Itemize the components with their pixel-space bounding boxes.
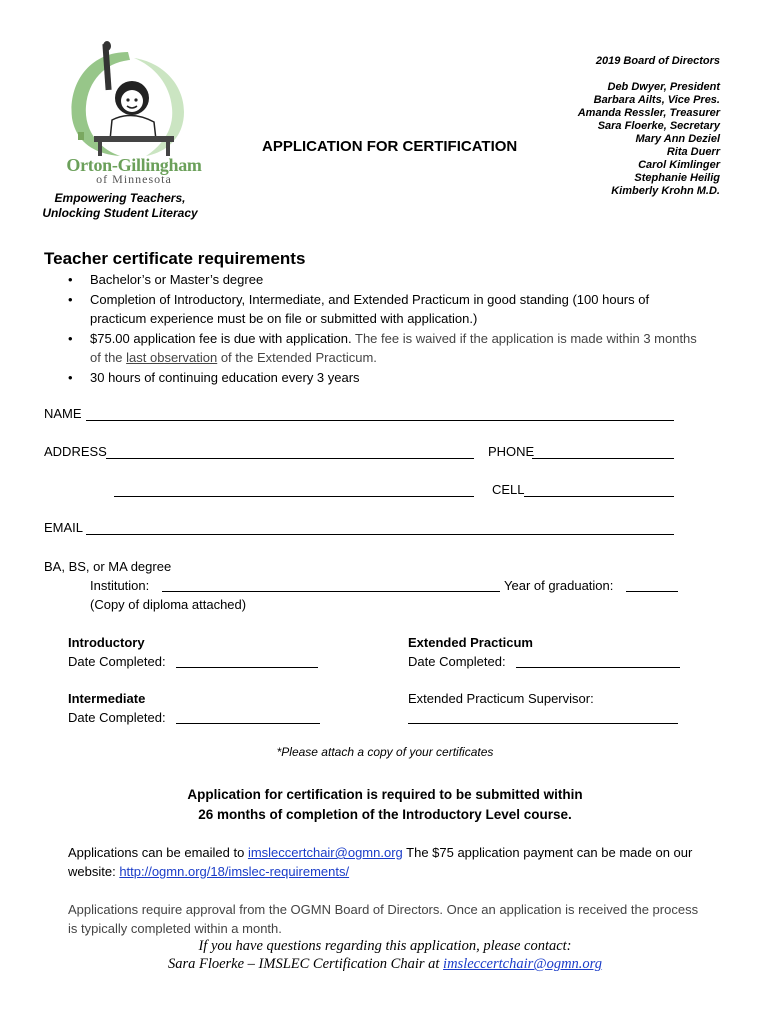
attach-note: *Please attach a copy of your certificates	[276, 745, 494, 759]
org-subtitle: of Minnesota	[96, 172, 172, 186]
board-member: Amanda Ressler, Treasurer	[577, 107, 720, 119]
board-member: Kimberly Krohn M.D.	[611, 185, 720, 197]
phone-field[interactable]	[532, 458, 674, 459]
phone-label: PHONE	[488, 444, 535, 459]
extended-label: Extended Practicum	[408, 635, 533, 650]
requirements-list	[68, 270, 708, 387]
intermediate-label: Intermediate	[68, 691, 146, 706]
extended-date-label: Date Completed:	[408, 654, 506, 669]
deadline-line-2: 26 months of completion of the Introductory Level course.	[198, 807, 572, 822]
requirement-item: • Bachelor’s or Master’s degree	[68, 270, 708, 290]
contact-block	[0, 937, 770, 973]
contact-line-2: Sara Floerke – IMSLEC Certification Chair at imsleccertchair@ogmn.org	[167, 956, 603, 972]
email-link[interactable]: imsleccertchair@ogmn.org	[247, 845, 403, 860]
board-heading: 2019 Board of Directors	[595, 55, 720, 67]
board-of-directors	[578, 55, 720, 198]
board-member: Deb Dwyer, President	[607, 81, 720, 93]
contact-line-1: If you have questions regarding this application, please contact:	[198, 938, 572, 954]
approval-paragraph: Applications require approval from the OGMN Board of Directors. Once an application is received the process is typically completed within a month.	[68, 902, 699, 936]
introductory-label: Introductory	[68, 635, 145, 650]
requirement-item: • $75.00 application fee is due with application. The fee is waived if the application is made within 3 months of the last observation of the Extended Practicum.	[68, 329, 708, 368]
year-field[interactable]	[626, 591, 678, 592]
tagline	[30, 191, 210, 221]
board-member: Stephanie Heilig	[634, 172, 720, 184]
institution-field[interactable]	[162, 591, 500, 592]
extended-date-field[interactable]	[516, 667, 680, 668]
cell-label: CELL	[492, 482, 525, 497]
requirement-item: • Completion of Introductory, Intermediate, and Extended Practicum in good standing (100 hours of practicum experience must be on file or submitted with application.)	[68, 290, 708, 329]
supervisor-label: Extended Practicum Supervisor:	[408, 691, 594, 706]
org-name: Orton-Gillingham	[66, 155, 202, 175]
supervisor-field[interactable]	[408, 723, 678, 724]
diploma-note: (Copy of diploma attached)	[90, 597, 247, 612]
email-paragraph: Applications can be emailed to imsleccertchair@ogmn.org The $75 application payment can be made on our website: http://ogmn.org/18/imslec-requirements/	[68, 845, 693, 879]
deadline-line-1: Application for certification is required to be submitted within	[187, 787, 583, 802]
requirement-item: • 30 hours of continuing education every 3 years	[68, 368, 708, 388]
board-member: Carol Kimlinger	[638, 159, 720, 171]
name-field[interactable]	[86, 420, 674, 421]
year-label: Year of graduation:	[504, 578, 614, 593]
introductory-date-field[interactable]	[176, 667, 318, 668]
deadline-note	[0, 785, 770, 825]
cell-field[interactable]	[524, 496, 674, 497]
address-field-line-2[interactable]	[114, 496, 474, 497]
tagline-line-2: Unlocking Student Literacy	[42, 206, 198, 220]
degree-label: BA, BS, or MA degree	[44, 559, 172, 574]
board-member: Rita Duerr	[666, 146, 720, 158]
name-label: NAME	[44, 406, 82, 421]
tagline-line-1: Empowering Teachers,	[54, 191, 186, 205]
requirements-title: Teacher certificate requirements	[44, 249, 306, 268]
introductory-date-label: Date Completed:	[68, 654, 166, 669]
document-title: APPLICATION FOR CERTIFICATION	[262, 138, 518, 155]
address-field[interactable]	[106, 458, 474, 459]
email-label: EMAIL	[44, 520, 84, 535]
address-label: ADDRESS	[44, 444, 107, 459]
intermediate-date-label: Date Completed:	[68, 710, 166, 725]
website-link[interactable]: http://ogmn.org/18/imslec-requirements/	[119, 864, 350, 879]
board-member: Mary Ann Deziel	[635, 133, 720, 145]
institution-label: Institution:	[90, 578, 150, 593]
board-member: Barbara Ailts, Vice Pres.	[593, 94, 720, 106]
intermediate-date-field[interactable]	[176, 723, 320, 724]
contact-email-link[interactable]: imsleccertchair@ogmn.org	[443, 956, 603, 972]
board-member: Sara Floerke, Secretary	[597, 120, 720, 132]
email-field[interactable]	[86, 534, 674, 535]
